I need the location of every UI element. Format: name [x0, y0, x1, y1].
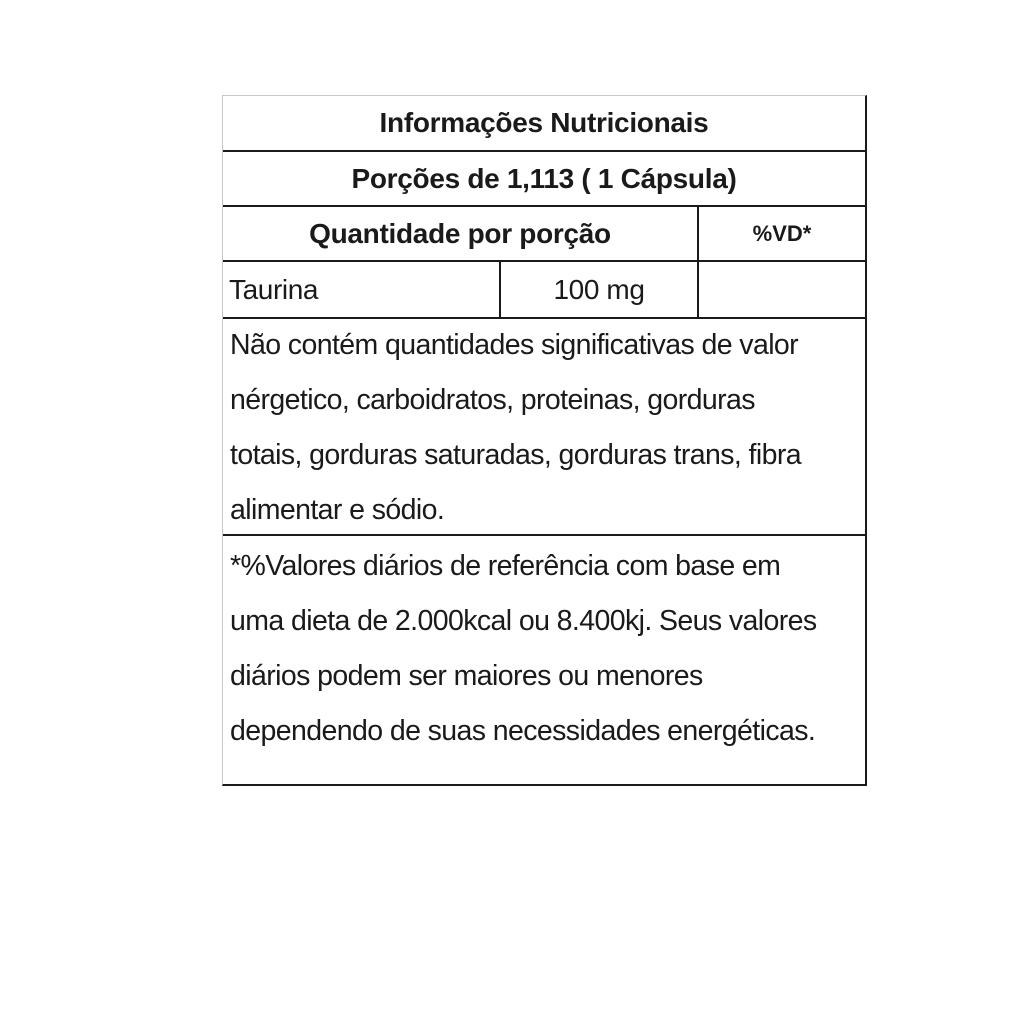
daily-value-header: %VD* [752, 220, 812, 246]
amount-per-serving-header: Quantidade por porção [309, 217, 611, 249]
nutrient-row [223, 262, 865, 319]
notice-row [223, 319, 865, 536]
notice-text [230, 318, 859, 538]
footnote-row [223, 536, 865, 785]
serving-size: Porções de 1,113 ( 1 Cápsula) [351, 162, 737, 194]
notice-line: Não contém quantidades significativas de valor [230, 329, 799, 361]
footnote-text [230, 539, 859, 759]
notice-line: totais, gorduras saturadas, gorduras trans, fibra [230, 439, 801, 471]
footnote-line: *%Valores diários de referência com base em [230, 550, 781, 582]
serving-row [223, 152, 865, 207]
column-header-row [223, 207, 865, 262]
footnote-line: dependendo de suas necessidades energéticas. [230, 715, 816, 747]
notice-line: alimentar e sódio. [230, 494, 445, 526]
nutrient-amount: 100 mg [553, 273, 645, 305]
nutrition-facts-table [222, 95, 867, 786]
notice-line: nérgetico, carboidratos, proteinas, gorduras [230, 384, 755, 416]
footnote-line: diários podem ser maiores ou menores [230, 660, 703, 692]
title-row [223, 96, 865, 152]
table-title: Informações Nutricionais [379, 107, 709, 138]
footnote-line: uma dieta de 2.000kcal ou 8.400kj. Seus valores [230, 605, 817, 637]
nutrient-name: Taurina [229, 273, 319, 305]
